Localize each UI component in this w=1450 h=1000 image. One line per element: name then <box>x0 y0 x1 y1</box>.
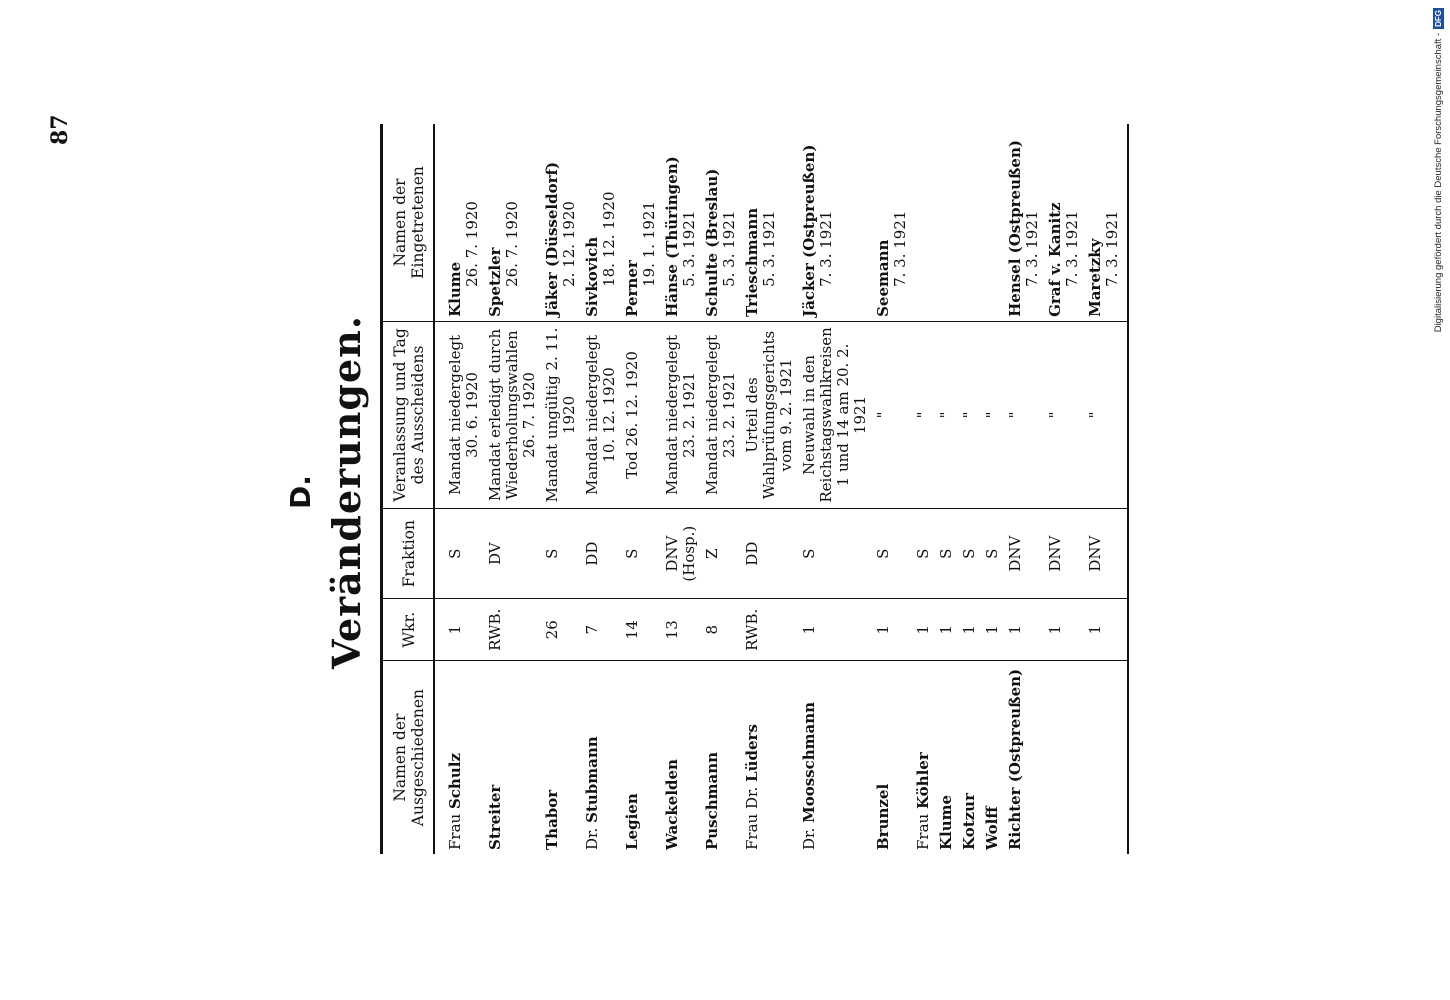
table-row <box>541 124 581 854</box>
departed-name-cell <box>581 661 621 854</box>
departed-name-cell <box>741 661 798 854</box>
departed-name-cell <box>541 661 581 854</box>
reason-cell: Tod 26. 12. 1920 <box>621 321 661 508</box>
name-prefix: Frau Dr. <box>743 786 761 850</box>
name-prefix: Dr. <box>800 827 818 850</box>
column-header-reason: Veranlassung und Tag des Ausscheidens <box>382 321 435 508</box>
reason-cell: " <box>935 321 958 508</box>
entered-cell <box>621 124 661 321</box>
reason-cell: Mandat niedergelegt 23. 2. 1921 <box>661 321 701 508</box>
reason-cell: " <box>912 321 935 508</box>
section-title: Veränderungen. <box>324 314 369 670</box>
departed-name-cell <box>484 661 541 854</box>
entered-date: 5. 3. 1921 <box>680 210 698 287</box>
reason-cell: " <box>872 321 912 508</box>
reason-cell: Mandat ungültig 2. 11. 1920 <box>541 321 581 508</box>
entered-cell <box>958 124 981 321</box>
name-prefix: Frau <box>914 813 932 850</box>
table-row <box>958 124 981 854</box>
departed-name-cell <box>1004 661 1044 854</box>
wkr-cell: 13 <box>661 599 701 661</box>
table-row <box>1084 124 1128 854</box>
table-row <box>798 124 872 854</box>
wkr-cell: 1 <box>981 599 1004 661</box>
entered-name: Schulte (Breslau) <box>703 168 721 317</box>
entered-name: Spetzler <box>486 247 504 317</box>
entered-date: 2. 12. 1920 <box>560 201 578 287</box>
entered-date: 5. 3. 1921 <box>760 210 778 287</box>
fraktion-cell: DNV <box>1044 509 1084 599</box>
section-letter: D. <box>284 475 317 509</box>
departed-name-cell <box>1084 661 1128 854</box>
wkr-cell: 1 <box>798 599 872 661</box>
entered-cell <box>912 124 935 321</box>
wkr-cell: 14 <box>621 599 661 661</box>
departed-name-cell <box>981 661 1004 854</box>
departed-name: Puschmann <box>703 751 721 850</box>
departed-name: Richter (Ostpreußen) <box>1006 668 1024 850</box>
table-row <box>621 124 661 854</box>
entered-cell <box>798 124 872 321</box>
table-row <box>581 124 621 854</box>
entered-name: Perner <box>623 260 641 317</box>
wkr-cell: 1 <box>958 599 981 661</box>
fraktion-cell: S <box>981 509 1004 599</box>
departed-name-cell <box>621 661 661 854</box>
fraktion-cell: S <box>434 509 484 599</box>
reason-cell: Mandat niedergelegt 10. 12. 1920 <box>581 321 621 508</box>
entered-name: Maretzky <box>1086 238 1104 317</box>
entered-name: Sivkovich <box>583 236 601 317</box>
fraktion-cell: DV <box>484 509 541 599</box>
fraktion-cell: S <box>621 509 661 599</box>
wkr-cell: 1 <box>872 599 912 661</box>
reason-cell: Mandat erledigt durch Wiederholungswahlen 26. 7. 1920 <box>484 321 541 508</box>
page-number: 87 <box>47 114 73 145</box>
wkr-cell: 1 <box>1044 599 1084 661</box>
table-row <box>434 124 484 854</box>
table-row <box>484 124 541 854</box>
wkr-cell: RWB. <box>484 599 541 661</box>
fraktion-cell: DNV (Hosp.) <box>661 509 701 599</box>
wkr-cell: 1 <box>434 599 484 661</box>
wkr-cell: 1 <box>1084 599 1128 661</box>
entered-date: 7. 3. 1921 <box>891 210 909 287</box>
departed-name: Köhler <box>914 752 932 810</box>
table-body <box>434 124 1128 854</box>
fraktion-cell: DNV <box>1084 509 1128 599</box>
table-row <box>701 124 741 854</box>
wkr-cell: 26 <box>541 599 581 661</box>
table-row <box>661 124 701 854</box>
entered-cell <box>935 124 958 321</box>
table-row <box>981 124 1004 854</box>
entered-cell <box>1044 124 1084 321</box>
fraktion-cell: S <box>541 509 581 599</box>
table-row <box>912 124 935 854</box>
entered-cell <box>872 124 912 321</box>
fraktion-cell: S <box>912 509 935 599</box>
wkr-cell: RWB. <box>741 599 798 661</box>
entered-cell <box>541 124 581 321</box>
entered-date: 26. 7. 1920 <box>463 201 481 287</box>
rotated-content <box>276 122 1356 862</box>
entered-name: Hänse (Thüringen) <box>663 156 681 317</box>
departed-name: Schulz <box>446 753 464 810</box>
wkr-cell: 7 <box>581 599 621 661</box>
entered-cell <box>981 124 1004 321</box>
entered-cell <box>1084 124 1128 321</box>
entered-date: 7. 3. 1921 <box>1063 210 1081 287</box>
entered-name: Hensel (Ostpreußen) <box>1006 140 1024 317</box>
departed-name: Streiter <box>486 784 504 850</box>
departed-name: Legien <box>623 793 641 850</box>
name-prefix: Frau <box>446 813 464 850</box>
fraktion-cell: DD <box>741 509 798 599</box>
credit-text: Digitalisierung gefördert durch die Deutsche Forschungsgemeinschaft - <box>1432 32 1444 333</box>
table-row <box>935 124 958 854</box>
departed-name-cell <box>701 661 741 854</box>
table-row <box>1004 124 1044 854</box>
departed-name: Thabor <box>543 789 561 850</box>
departed-name-cell <box>872 661 912 854</box>
entered-date: 19. 1. 1921 <box>640 201 658 287</box>
entered-date: 7. 3. 1921 <box>817 210 835 287</box>
entered-date: 26. 7. 1920 <box>503 201 521 287</box>
departed-name-cell <box>1044 661 1084 854</box>
dfg-logo: DFG <box>1433 10 1443 27</box>
column-header-departed: Namen der Ausgeschiedenen <box>382 661 435 854</box>
fraktion-cell: S <box>935 509 958 599</box>
reason-cell: Mandat niedergelegt 30. 6. 1920 <box>434 321 484 508</box>
departed-name: Klume <box>937 794 955 850</box>
entered-cell <box>1004 124 1044 321</box>
wkr-cell: 1 <box>912 599 935 661</box>
reason-cell: " <box>1084 321 1128 508</box>
fraktion-cell: Z <box>701 509 741 599</box>
entered-cell <box>484 124 541 321</box>
entered-name: Jäcker (Ostpreußen) <box>800 144 818 317</box>
wkr-cell: 8 <box>701 599 741 661</box>
fraktion-cell: DD <box>581 509 621 599</box>
entered-name: Trieschmann <box>743 207 761 317</box>
reason-cell: " <box>981 321 1004 508</box>
departed-name: Wolff <box>983 806 1001 850</box>
departed-name: Moosschmann <box>800 701 818 823</box>
reason-cell: " <box>1044 321 1084 508</box>
entered-date: 5. 3. 1921 <box>720 210 738 287</box>
wkr-cell: 1 <box>935 599 958 661</box>
table-row <box>872 124 912 854</box>
departed-name-cell <box>434 661 484 854</box>
reason-cell: Neuwahl in den Reichstagswahlkreisen 1 und 14 am 20. 2. 1921 <box>798 321 872 508</box>
departed-name-cell <box>912 661 935 854</box>
fraktion-cell: S <box>958 509 981 599</box>
table-row <box>1044 124 1084 854</box>
departed-name: Kotzur <box>960 793 978 850</box>
entered-name: Seemann <box>874 239 892 317</box>
entered-cell <box>581 124 621 321</box>
entered-cell <box>434 124 484 321</box>
departed-name: Stubmann <box>583 736 601 823</box>
wkr-cell: 1 <box>1004 599 1044 661</box>
entered-name: Jäker (Düsseldorf) <box>543 161 561 317</box>
fraktion-cell: S <box>872 509 912 599</box>
entered-date: 7. 3. 1921 <box>1023 210 1041 287</box>
fraktion-cell: S <box>798 509 872 599</box>
column-header-fraktion: Fraktion <box>382 509 435 599</box>
reason-cell: " <box>958 321 981 508</box>
reason-cell: Urteil des Wahlprüfungsgerichts vom 9. 2. 1921 <box>741 321 798 508</box>
entered-cell <box>661 124 701 321</box>
departed-name-cell <box>935 661 958 854</box>
entered-date: 18. 12. 1920 <box>600 191 618 287</box>
entered-name: Graf v. Kanitz <box>1046 202 1064 317</box>
reason-cell: Mandat niedergelegt 23. 2. 1921 <box>701 321 741 508</box>
entered-name: Klume <box>446 261 464 317</box>
departed-name-cell <box>798 661 872 854</box>
column-header-entered: Namen der Eingetretenen <box>382 124 435 321</box>
table-header-row <box>382 124 435 854</box>
departed-name: Wackelden <box>663 759 681 850</box>
changes-table <box>380 124 1129 854</box>
column-header-wkr: Wkr. <box>382 599 435 661</box>
departed-name-cell <box>661 661 701 854</box>
name-prefix: Dr. <box>583 827 601 850</box>
entered-cell <box>701 124 741 321</box>
table-row <box>741 124 798 854</box>
departed-name: Lüders <box>743 724 761 782</box>
departed-name: Brunzel <box>874 783 892 850</box>
fraktion-cell: DNV <box>1004 509 1044 599</box>
entered-date: 7. 3. 1921 <box>1103 210 1121 287</box>
entered-cell <box>741 124 798 321</box>
reason-cell: " <box>1004 321 1044 508</box>
departed-name-cell <box>958 661 981 854</box>
